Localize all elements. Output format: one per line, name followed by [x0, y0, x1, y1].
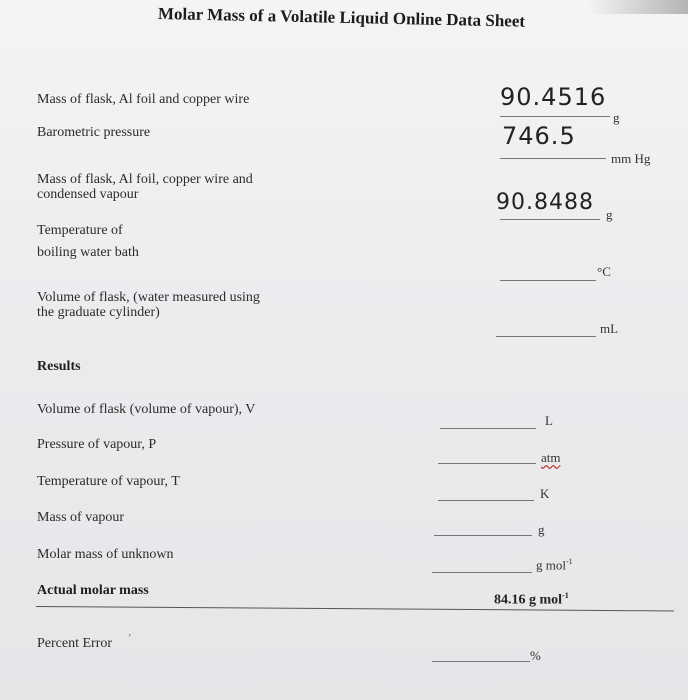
label-mass-condensed-line2: condensed vapour [37, 187, 139, 202]
label-volume-vapour: Volume of flask (volume of vapour), V [37, 402, 256, 417]
handwritten-barometric-pressure: 746.5 [502, 122, 576, 150]
unit-mass-condensed: g [606, 207, 613, 222]
page-title: Molar Mass of a Volatile Liquid Online Data Sheet [157, 4, 526, 31]
unit-barometric-pressure: mm Hg [611, 151, 651, 166]
apostrophe-mark: ʼ [128, 633, 132, 644]
unit-mass-vapour: g [538, 522, 545, 537]
label-actual-molar-mass: Actual molar mass [37, 583, 149, 598]
unit-pressure-vapour: atm [541, 450, 561, 465]
label-percent-error: Percent Error [37, 636, 113, 651]
blank-barometric-pressure[interactable] [500, 158, 606, 159]
blank-mass-vapour[interactable] [434, 535, 532, 536]
blank-mass-condensed[interactable] [500, 219, 600, 220]
results-heading: Results [37, 359, 81, 374]
handwritten-mass-condensed: 90.8488 [496, 190, 594, 215]
label-molar-mass-unknown: Molar mass of unknown [37, 547, 174, 562]
label-barometric-pressure: Barometric pressure [37, 125, 151, 140]
actual-molar-mass-rule [36, 606, 674, 611]
corner-shadow [588, 0, 688, 14]
unit-temperature-vapour: K [540, 486, 550, 501]
label-mass-flask: Mass of flask, Al foil and copper wire [37, 92, 250, 107]
unit-volume-flask: mL [600, 321, 619, 336]
label-mass-vapour: Mass of vapour [37, 510, 125, 525]
blank-pressure-vapour[interactable] [438, 463, 536, 464]
unit-molar-mass-unknown: g mol$^{-1}$ [536, 557, 573, 573]
blank-temperature[interactable] [500, 280, 596, 281]
blank-percent-error[interactable] [432, 661, 530, 662]
blank-volume-vapour[interactable] [440, 428, 536, 429]
unit-mass-flask: g [613, 110, 620, 125]
unit-percent-error: % [530, 648, 541, 663]
unit-volume-vapour: L [545, 413, 553, 428]
label-temperature-line1: Temperature of [37, 223, 123, 238]
blank-mass-flask[interactable] [500, 116, 610, 117]
label-pressure-vapour: Pressure of vapour, P [37, 437, 157, 452]
blank-molar-mass-unknown[interactable] [432, 572, 532, 573]
blank-temperature-vapour[interactable] [438, 500, 534, 501]
label-temperature-line2: boiling water bath [37, 245, 139, 260]
label-volume-flask-line2: the graduate cylinder) [37, 305, 160, 320]
actual-molar-mass-value: 84.16 g mol$^{-1}$ [494, 591, 569, 608]
label-volume-flask-line1: Volume of flask, (water measured using [37, 290, 260, 305]
label-mass-condensed-line1: Mass of flask, Al foil, copper wire and [37, 172, 253, 187]
handwritten-mass-flask: 90.4516 [500, 83, 607, 111]
blank-volume-flask[interactable] [496, 336, 596, 337]
unit-temperature: °C [597, 264, 611, 279]
label-temperature-vapour: Temperature of vapour, T [37, 474, 180, 489]
